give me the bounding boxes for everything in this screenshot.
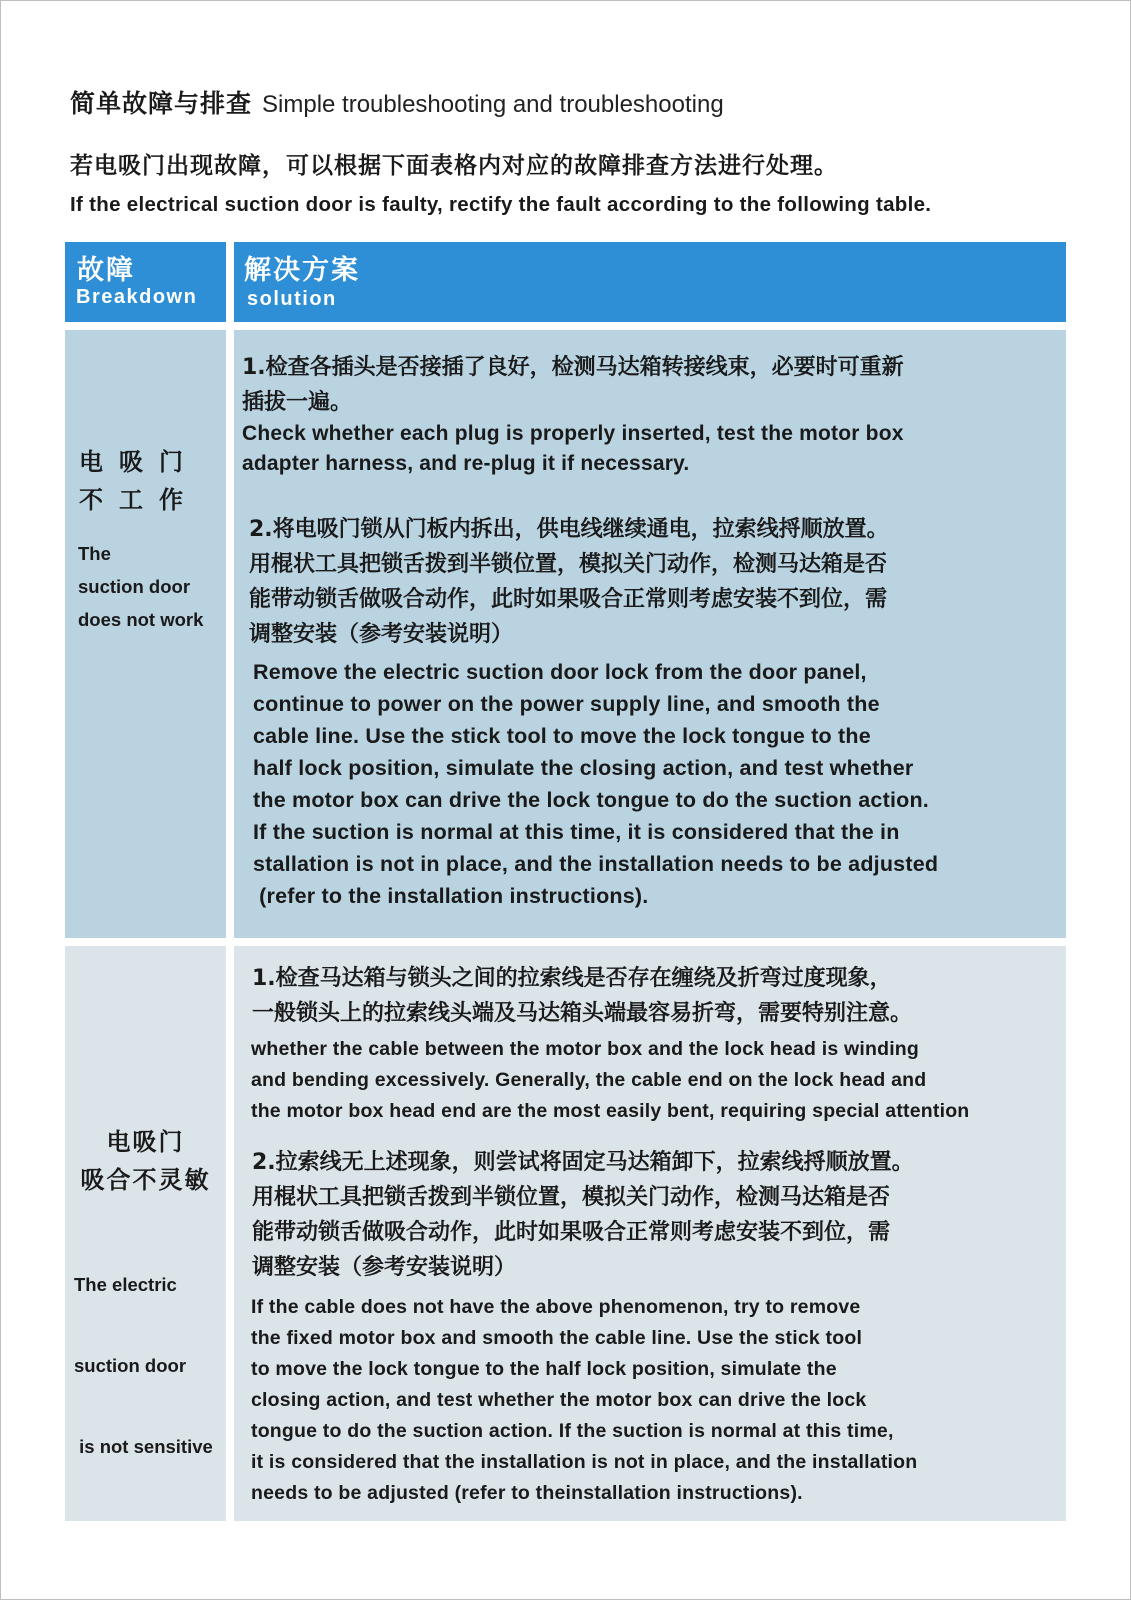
header-solution-en: solution bbox=[247, 288, 337, 310]
heading-cn: 简单故障与排查 bbox=[70, 89, 253, 118]
intro-en: If the electrical suction door is faulty, rectify the fault according to the following table. bbox=[70, 193, 932, 216]
header-fault-en: Breakdown bbox=[76, 286, 198, 308]
row1-solution-cell bbox=[234, 330, 1066, 938]
row2-fault-cell bbox=[65, 946, 226, 1521]
header-fault-cell bbox=[65, 242, 226, 322]
row1-step1-en: Check whether each plug is properly inserted, test the motor box adapter harness, and re-plug it if necessary. bbox=[242, 422, 904, 475]
row1-step1-cn: 1.检查各插头是否接插了良好，检测马达箱转接线束，必要时可重新 插拔一遍。 bbox=[242, 355, 904, 415]
row2-fault-cn: 电吸门 吸合不灵敏 bbox=[80, 1128, 211, 1194]
row2-fault-en: The electric suction door is not sensitive bbox=[74, 1274, 213, 1457]
row2-step2-cn: 2.拉索线无上述现象，则尝试将固定马达箱卸下，拉索线捋顺放置。 用棍状工具把锁舌拨到半锁位置，模拟关门动作，检测马达箱是否 能带动锁舌做吸合动作，此时如果吸合正常则考虑安装不到位，需 调整安装（参考安装说明） bbox=[252, 1150, 914, 1280]
row2-step2-en: If the cable does not have the above phenomenon, try to remove the fixed motor box and smooth the cable line. Use the stick tool to move the lock tongue to the half lock position, simulate the closing action, and test whether the motor box can drive the lock tongue to do the suction action. If the suction is normal at this time, it is considered that the installation is not in place, and the installation needs to be adjusted (refer to theinstallation instructions). bbox=[251, 1296, 918, 1504]
row1-step2-en: Remove the electric suction door lock from the door panel, continue to power on the power supply line, and smooth the cable line. Use the stick tool to move the lock tongue to the half lock position, simulate the closing action, and test whether the motor box can drive the lock tongue to do the suction action. If the suction is normal at this time, it is considered that the in stallation is not in place, and the installation needs to be adjusted (refer to the installation instructions). bbox=[253, 660, 939, 908]
row2-step1-en: whether the cable between the motor box and the lock head is winding and bending excessively. Generally, the cable end on the lock head and the motor box head end are the most easily bent, requiring special attention bbox=[251, 1038, 970, 1122]
page-heading bbox=[70, 84, 724, 120]
row1-fault-en: The suction door does not work bbox=[78, 543, 204, 630]
row1-fault-cn: 电吸门 不工作 bbox=[79, 448, 199, 514]
header-fault-cn: 故障 bbox=[77, 255, 135, 286]
row2-solution-cell bbox=[234, 946, 1066, 1521]
row1-fault-cell bbox=[65, 330, 226, 938]
intro-cn: 若电吸门出现故障，可以根据下面表格内对应的故障排查方法进行处理。 bbox=[70, 153, 838, 179]
heading-en: Simple troubleshooting and troubleshooting bbox=[262, 91, 724, 118]
header-solution-cn: 解决方案 bbox=[244, 255, 360, 286]
header-solution-cell bbox=[234, 242, 1066, 322]
row1-step2-cn: 2.将电吸门锁从门板内拆出，供电线继续通电，拉索线捋顺放置。 用棍状工具把锁舌拨到半锁位置，模拟关门动作，检测马达箱是否 能带动锁舌做吸合动作，此时如果吸合正常则考虑安装不到位，需 调整安装（参考安装说明） bbox=[249, 517, 889, 647]
row2-step1-cn: 1.检查马达箱与锁头之间的拉索线是否存在缠绕及折弯过度现象， 一般锁头上的拉索线头端及马达箱头端最容易折弯，需要特别注意。 bbox=[252, 966, 913, 1026]
